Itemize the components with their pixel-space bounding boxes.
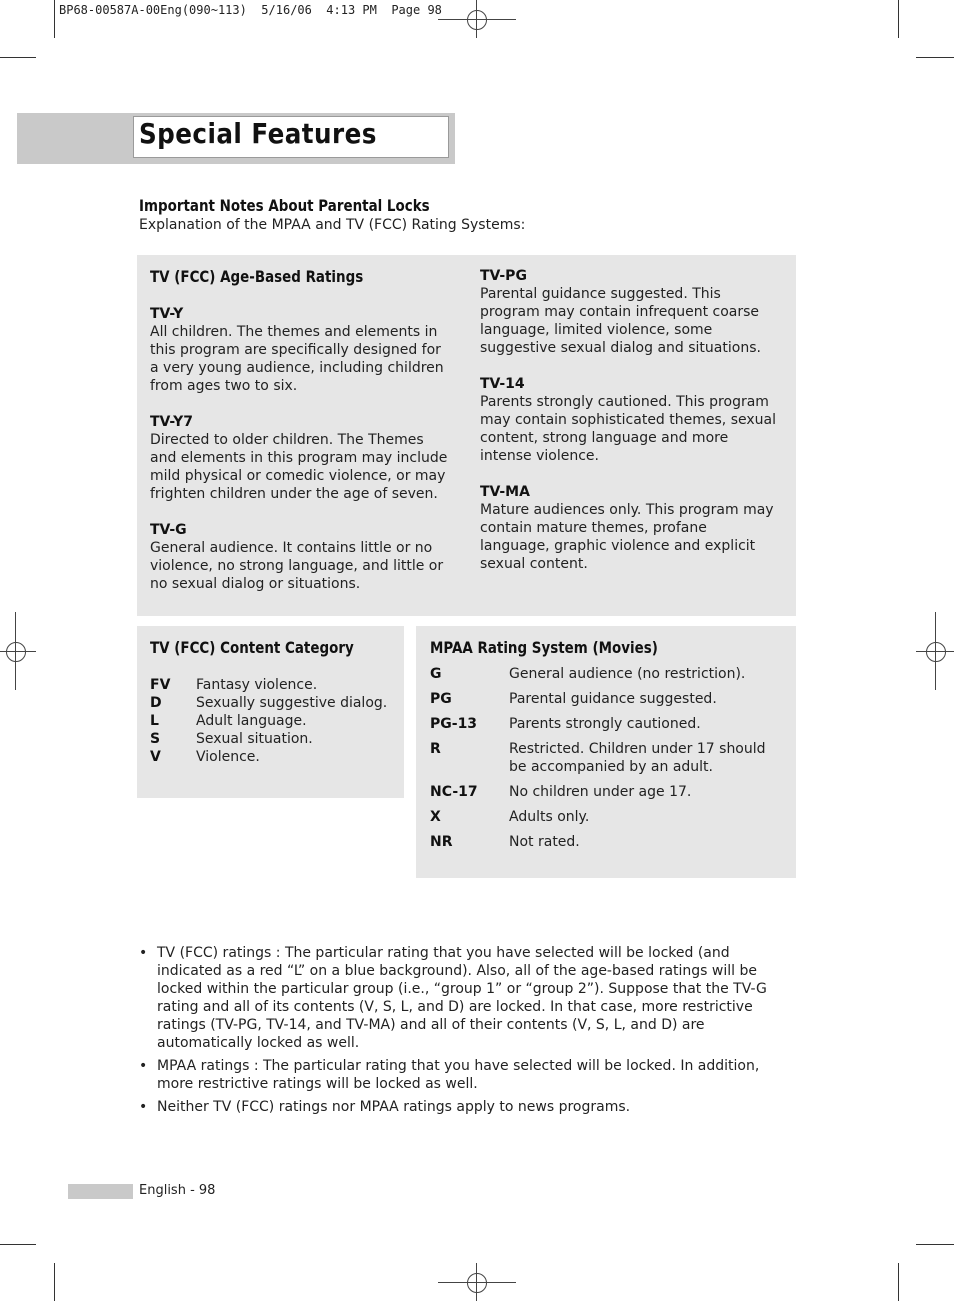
page-number: English - 98 xyxy=(139,1183,216,1198)
bullet-icon: • xyxy=(139,1058,148,1074)
list-item xyxy=(139,1057,779,1093)
rating-code: TV-14 xyxy=(480,376,525,392)
mpaa-code: NC-17 xyxy=(430,784,478,800)
rating-desc: Parents strongly cautioned. This program may contain sophisticated themes, sexual content, strong language and more intense violence. xyxy=(480,394,776,464)
rating-tv-pg xyxy=(480,267,780,357)
intro-text: Explanation of the MPAA and TV (FCC) Rating Systems: xyxy=(139,217,526,233)
category-code: FV xyxy=(150,677,171,693)
list-item xyxy=(150,694,390,712)
rating-desc: Mature audiences only. This program may contain mature themes, profane language, graphic violence and explicit sexual content. xyxy=(480,502,774,572)
list-item xyxy=(150,676,390,694)
note-text: MPAA ratings : The particular rating that you have selected will be locked. In addition, more restrictive ratings will be locked as well. xyxy=(157,1058,760,1092)
list-item xyxy=(430,715,785,733)
mpaa-desc: No children under age 17. xyxy=(509,784,692,800)
rating-tv-y xyxy=(150,305,450,395)
bullet-icon: • xyxy=(139,1099,148,1115)
list-item xyxy=(150,748,390,766)
mpaa-code: NR xyxy=(430,834,453,850)
rating-desc: All children. The themes and elements in this program are specifically designed for a very young audience, including children from ages two to six. xyxy=(150,324,444,394)
mpaa-list xyxy=(430,665,785,858)
note-text: Neither TV (FCC) ratings nor MPAA ratings apply to news programs. xyxy=(157,1099,631,1115)
age-ratings-heading: TV (FCC) Age-Based Ratings xyxy=(150,267,364,286)
list-item xyxy=(430,833,785,851)
category-desc: Sexually suggestive dialog. xyxy=(196,695,388,711)
rating-desc: Directed to older children. The Themes and elements in this program may include mild physical or comedic violence, or may frighten children under the age of seven. xyxy=(150,432,448,502)
age-ratings-right-column xyxy=(480,267,780,591)
footer-bar xyxy=(68,1184,133,1199)
intro-heading: Important Notes About Parental Locks xyxy=(139,196,430,215)
mpaa-code: G xyxy=(430,666,442,682)
list-item xyxy=(150,712,390,730)
list-item xyxy=(430,690,785,708)
mpaa-code: X xyxy=(430,809,441,825)
list-item xyxy=(430,665,785,683)
list-item xyxy=(430,740,785,776)
rating-desc: Parental guidance suggested. This program may contain infrequent coarse language, limited violence, some suggestive sexual dialog and situations. xyxy=(480,286,761,356)
rating-tv-g xyxy=(150,521,450,593)
list-item xyxy=(139,1098,779,1116)
rating-desc: General audience. It contains little or no violence, no strong language, and little or no sexual dialog or situations. xyxy=(150,540,444,592)
category-desc: Adult language. xyxy=(196,713,307,729)
list-item xyxy=(430,783,785,801)
category-code: L xyxy=(150,713,159,729)
print-header: BP68-00587A-00Eng(090~113) 5/16/06 4:13 PM Page 98 xyxy=(59,3,442,17)
mpaa-desc: Not rated. xyxy=(509,834,580,850)
mpaa-heading: MPAA Rating System (Movies) xyxy=(430,638,658,657)
category-code: V xyxy=(150,749,161,765)
rating-tv-14 xyxy=(480,375,780,465)
rating-tv-y7 xyxy=(150,413,450,503)
rating-code: TV-Y7 xyxy=(150,414,193,430)
category-code: D xyxy=(150,695,162,711)
note-text: TV (FCC) ratings : The particular rating that you have selected will be locked (and indicated as a red “L” on a blue background). Also, all of the age-based ratings will be locked within the particular group (i.e., “group 1” or “group 2”). Suppose that the TV-G rating and all of its contents (V, S, L, and D) are locked. In that case, more restrictive ratings (TV-PG, TV-14, and TV-MA) and all of their contents (V, S, L, and D) are automatically locked as well. xyxy=(157,945,767,1051)
category-desc: Violence. xyxy=(196,749,260,765)
list-item xyxy=(430,808,785,826)
mpaa-code: R xyxy=(430,741,441,757)
mpaa-code: PG-13 xyxy=(430,716,478,732)
mpaa-desc: General audience (no restriction). xyxy=(509,666,746,682)
list-item xyxy=(150,730,390,748)
content-category-list xyxy=(150,676,390,766)
category-desc: Fantasy violence. xyxy=(196,677,318,693)
rating-tv-ma xyxy=(480,483,780,573)
rating-code: TV-G xyxy=(150,522,187,538)
rating-code: TV-PG xyxy=(480,268,527,284)
category-code: S xyxy=(150,731,161,747)
notes-list xyxy=(139,944,779,1121)
age-ratings-left-column xyxy=(150,305,450,611)
rating-code: TV-MA xyxy=(480,484,530,500)
mpaa-desc: Adults only. xyxy=(509,809,590,825)
mpaa-code: PG xyxy=(430,691,452,707)
mpaa-desc: Parental guidance suggested. xyxy=(509,691,717,707)
rating-code: TV-Y xyxy=(150,306,184,322)
page-title: Special Features xyxy=(139,117,377,150)
bullet-icon: • xyxy=(139,945,148,961)
list-item xyxy=(139,944,779,1052)
mpaa-desc: Parents strongly cautioned. xyxy=(509,716,701,732)
category-desc: Sexual situation. xyxy=(196,731,313,747)
content-category-heading: TV (FCC) Content Category xyxy=(150,638,354,657)
mpaa-desc: Restricted. Children under 17 should be accompanied by an adult. xyxy=(509,741,766,775)
